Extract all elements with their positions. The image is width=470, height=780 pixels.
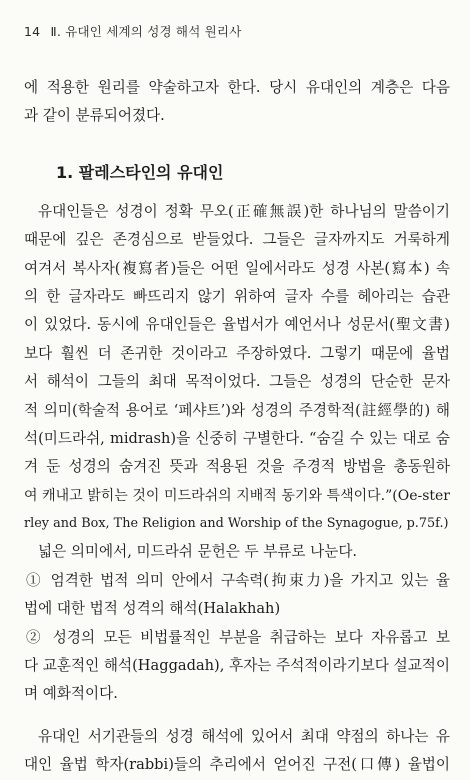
list-item: [24, 624, 450, 709]
text-line: 의 한 글자라도 빠뜨리지 않기 위하여 글자 수를 헤아리는 습관: [24, 287, 450, 305]
section-heading: 1. 팔레스타인의 유대인: [56, 162, 224, 182]
intro-paragraph: [24, 74, 450, 131]
text-line: 겨 둔 성경의 숨겨진 뜻과 적용된 것을 주경적 방법을 총동원하: [24, 458, 450, 476]
text-line: 유대인들은 성경이 정확 무오(正確無誤)한 하나님의 말씀이기: [38, 202, 450, 220]
text-line: 과 같이 분류되어졌다.: [24, 107, 165, 125]
section1-paragraph: [24, 198, 450, 539]
text-line: 유대인 서기관들의 성경 해석에 있어서 최대 약점의 하나는 유: [38, 727, 450, 745]
text-line: 다 교훈적인 해석(Haggadah), 후자는 주석적이라기보다 설교적이: [24, 657, 450, 675]
text-line: 적 의미(학술적 용어로 ‘페샤트’)와 성경의 주경학적(註經學的) 해: [24, 401, 450, 419]
text-line: 석(미드라쉬, midrash)을 신중히 구별한다. “숨길 수 있는 대로 숨: [24, 429, 450, 447]
text-line: 보다 훨씬 더 존귀한 것이라고 주장하였다. 그렇기 때문에 율법: [24, 344, 450, 362]
text-line: ② 성경의 모든 비법률적인 부분을 취급하는 보다 자유롭고 보: [26, 628, 450, 646]
text-line: 대인 율법 학자(rabbi)들의 추리에서 얻어진 구전(口傳) 율법이: [24, 756, 450, 774]
division-sentence: 넓은 의미에서, 미드라쉬 문헌은 두 부류로 나눈다.: [38, 543, 358, 561]
text-line: 때문에 깊은 존경심으로 받들었다. 그들은 글자까지도 거룩하게: [24, 231, 450, 249]
text-line: 이 있었다. 동시에 유대인들은 율법서가 예언서나 성문서(聖文書): [24, 316, 450, 334]
text-line: 며 예화적이다.: [24, 685, 118, 703]
running-header: [24, 22, 450, 38]
list-item: [24, 567, 450, 624]
text-line: 여겨서 복사자(複寫者)들은 어떤 일에서라도 성경 사본(寫本) 속: [24, 259, 450, 277]
running-title: Ⅱ. 유대인 세계의 성경 해석 원리사: [50, 24, 242, 39]
text-line: 법에 대한 법적 성격의 해석(Halakhah): [24, 600, 281, 618]
text-line: 에 적용한 원리를 약술하고자 한다. 당시 유대인의 계층은 다음: [24, 79, 450, 96]
text-line: rley and Box, The Religion and Worship of the Synagogue, p.75f.): [24, 516, 449, 532]
page-body: [24, 74, 450, 780]
closing-paragraph: [24, 723, 450, 780]
page-number: 14: [24, 24, 41, 39]
text-line: 여 캐내고 밝히는 것이 미드라쉬의 지배적 동기와 특색이다.”(Oe-ster: [24, 487, 450, 504]
text-line: ① 엄격한 법적 의미 안에서 구속력(拘束力)을 가지고 있는 율: [26, 571, 450, 589]
text-line: 서 해석이 그들의 최대 목적이었다. 그들은 성경의 단순한 문자: [24, 373, 450, 391]
